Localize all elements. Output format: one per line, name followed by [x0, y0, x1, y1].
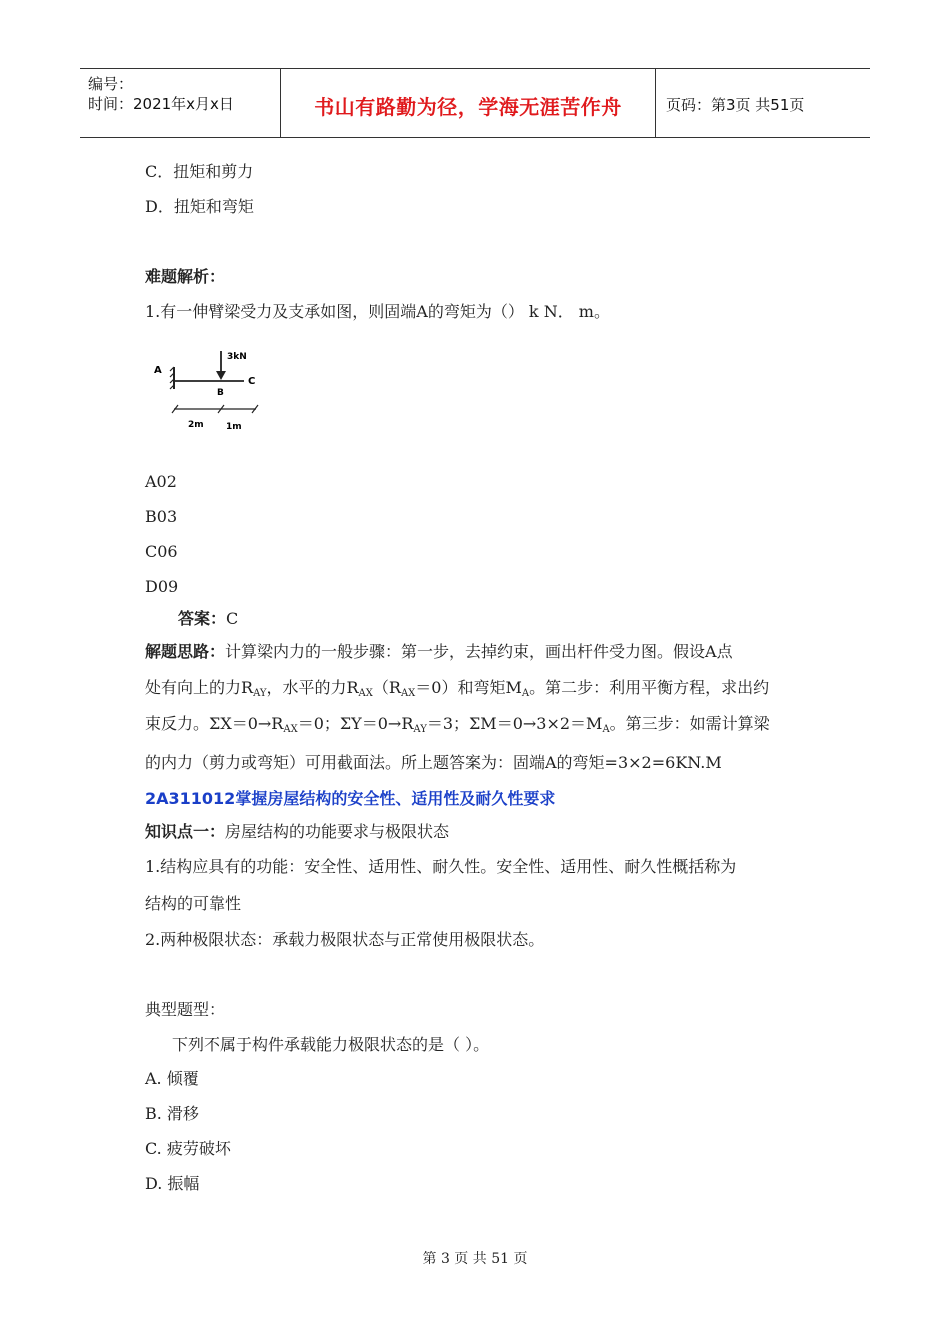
- section-title: 难题解析：: [145, 267, 226, 286]
- choice-b: B03: [145, 507, 178, 526]
- choice-a: A02: [145, 472, 177, 491]
- typical-option-c: C. 疲劳破坏: [145, 1139, 231, 1158]
- thinking-line-3: 束反力。ΣX＝0→RAX＝0；ΣY＝0→RAY＝3；ΣM＝0→3×2＝MA。第三步：如需计算梁: [145, 714, 770, 735]
- knowledge-item-1-line-1: 1.结构应具有的功能：安全性、适用性、耐久性。安全性、适用性、耐久性概括称为: [145, 857, 737, 876]
- header-page-cell: [656, 69, 870, 137]
- typical-option-d: D. 振幅: [145, 1174, 200, 1193]
- figure-label-b: B: [217, 388, 224, 398]
- page-info: 页码：第3页 共51页: [666, 96, 805, 114]
- knowledge-item-1-line-2: 结构的可靠性: [145, 894, 242, 913]
- choice-c: C06: [145, 542, 178, 561]
- typical-option-b: B. 滑移: [145, 1104, 199, 1123]
- question-1: 1.有一伸臂梁受力及支承如图，则固端A的弯矩为（） k N． m。: [145, 302, 610, 321]
- cantilever-beam-figure: [150, 345, 265, 435]
- figure-label-a: A: [154, 365, 162, 376]
- header-meta-cell: [80, 69, 281, 137]
- figure-label-2m: 2m: [188, 420, 204, 430]
- option-d: D．扭矩和弯矩: [145, 197, 254, 216]
- thinking-line-2: 处有向上的力RAY，水平的力RAX（RAX＝0）和弯矩MA。第二步：利用平衡方程，求出约: [145, 678, 770, 699]
- thinking-line-4: 的内力（剪力或弯矩）可用截面法。所上题答案为：固端A的弯矩=3×2=6KN.M: [145, 753, 722, 772]
- section-heading-text: 掌握房屋结构的安全性、适用性及耐久性要求: [235, 789, 556, 808]
- number-label: 编号：: [88, 75, 134, 93]
- knowledge-label: 知识点一：: [145, 822, 226, 841]
- figure-label-c: C: [248, 376, 256, 387]
- option-c: C．扭矩和剪力: [145, 162, 254, 181]
- thinking-label: 解题思路：: [145, 642, 226, 661]
- figure-label-1m: 1m: [226, 422, 242, 432]
- knowledge-point: 知识点一：房屋结构的功能要求与极限状态: [145, 822, 450, 841]
- motto: 书山有路勤为径，学海无涯苦作舟: [314, 95, 622, 119]
- answer-value: C: [226, 609, 239, 628]
- section-heading: [145, 789, 555, 809]
- section-code: 2A311012: [145, 789, 236, 808]
- choice-d: D09: [145, 577, 179, 596]
- page-footer: 第 3 页 共 51 页: [422, 1251, 528, 1267]
- thinking-line-1: 解题思路：计算梁内力的一般步骤：第一步，去掉约束，画出杆件受力图。假设A点: [145, 642, 733, 661]
- knowledge-item-2: 2.两种极限状态：承载力极限状态与正常使用极限状态。: [145, 930, 545, 949]
- time-label: 时间：2021年x月x日: [88, 95, 234, 113]
- answer-line: [178, 609, 238, 629]
- typical-label: 典型题型：: [145, 1000, 226, 1019]
- typical-option-a: A. 倾覆: [145, 1069, 199, 1088]
- header-motto-cell: [281, 69, 656, 137]
- page-header: [80, 68, 870, 138]
- figure-label-load: 3kN: [227, 352, 247, 362]
- typical-question: 下列不属于构件承载能力极限状态的是（ ）。: [172, 1035, 490, 1054]
- answer-label: 答案：: [178, 609, 227, 628]
